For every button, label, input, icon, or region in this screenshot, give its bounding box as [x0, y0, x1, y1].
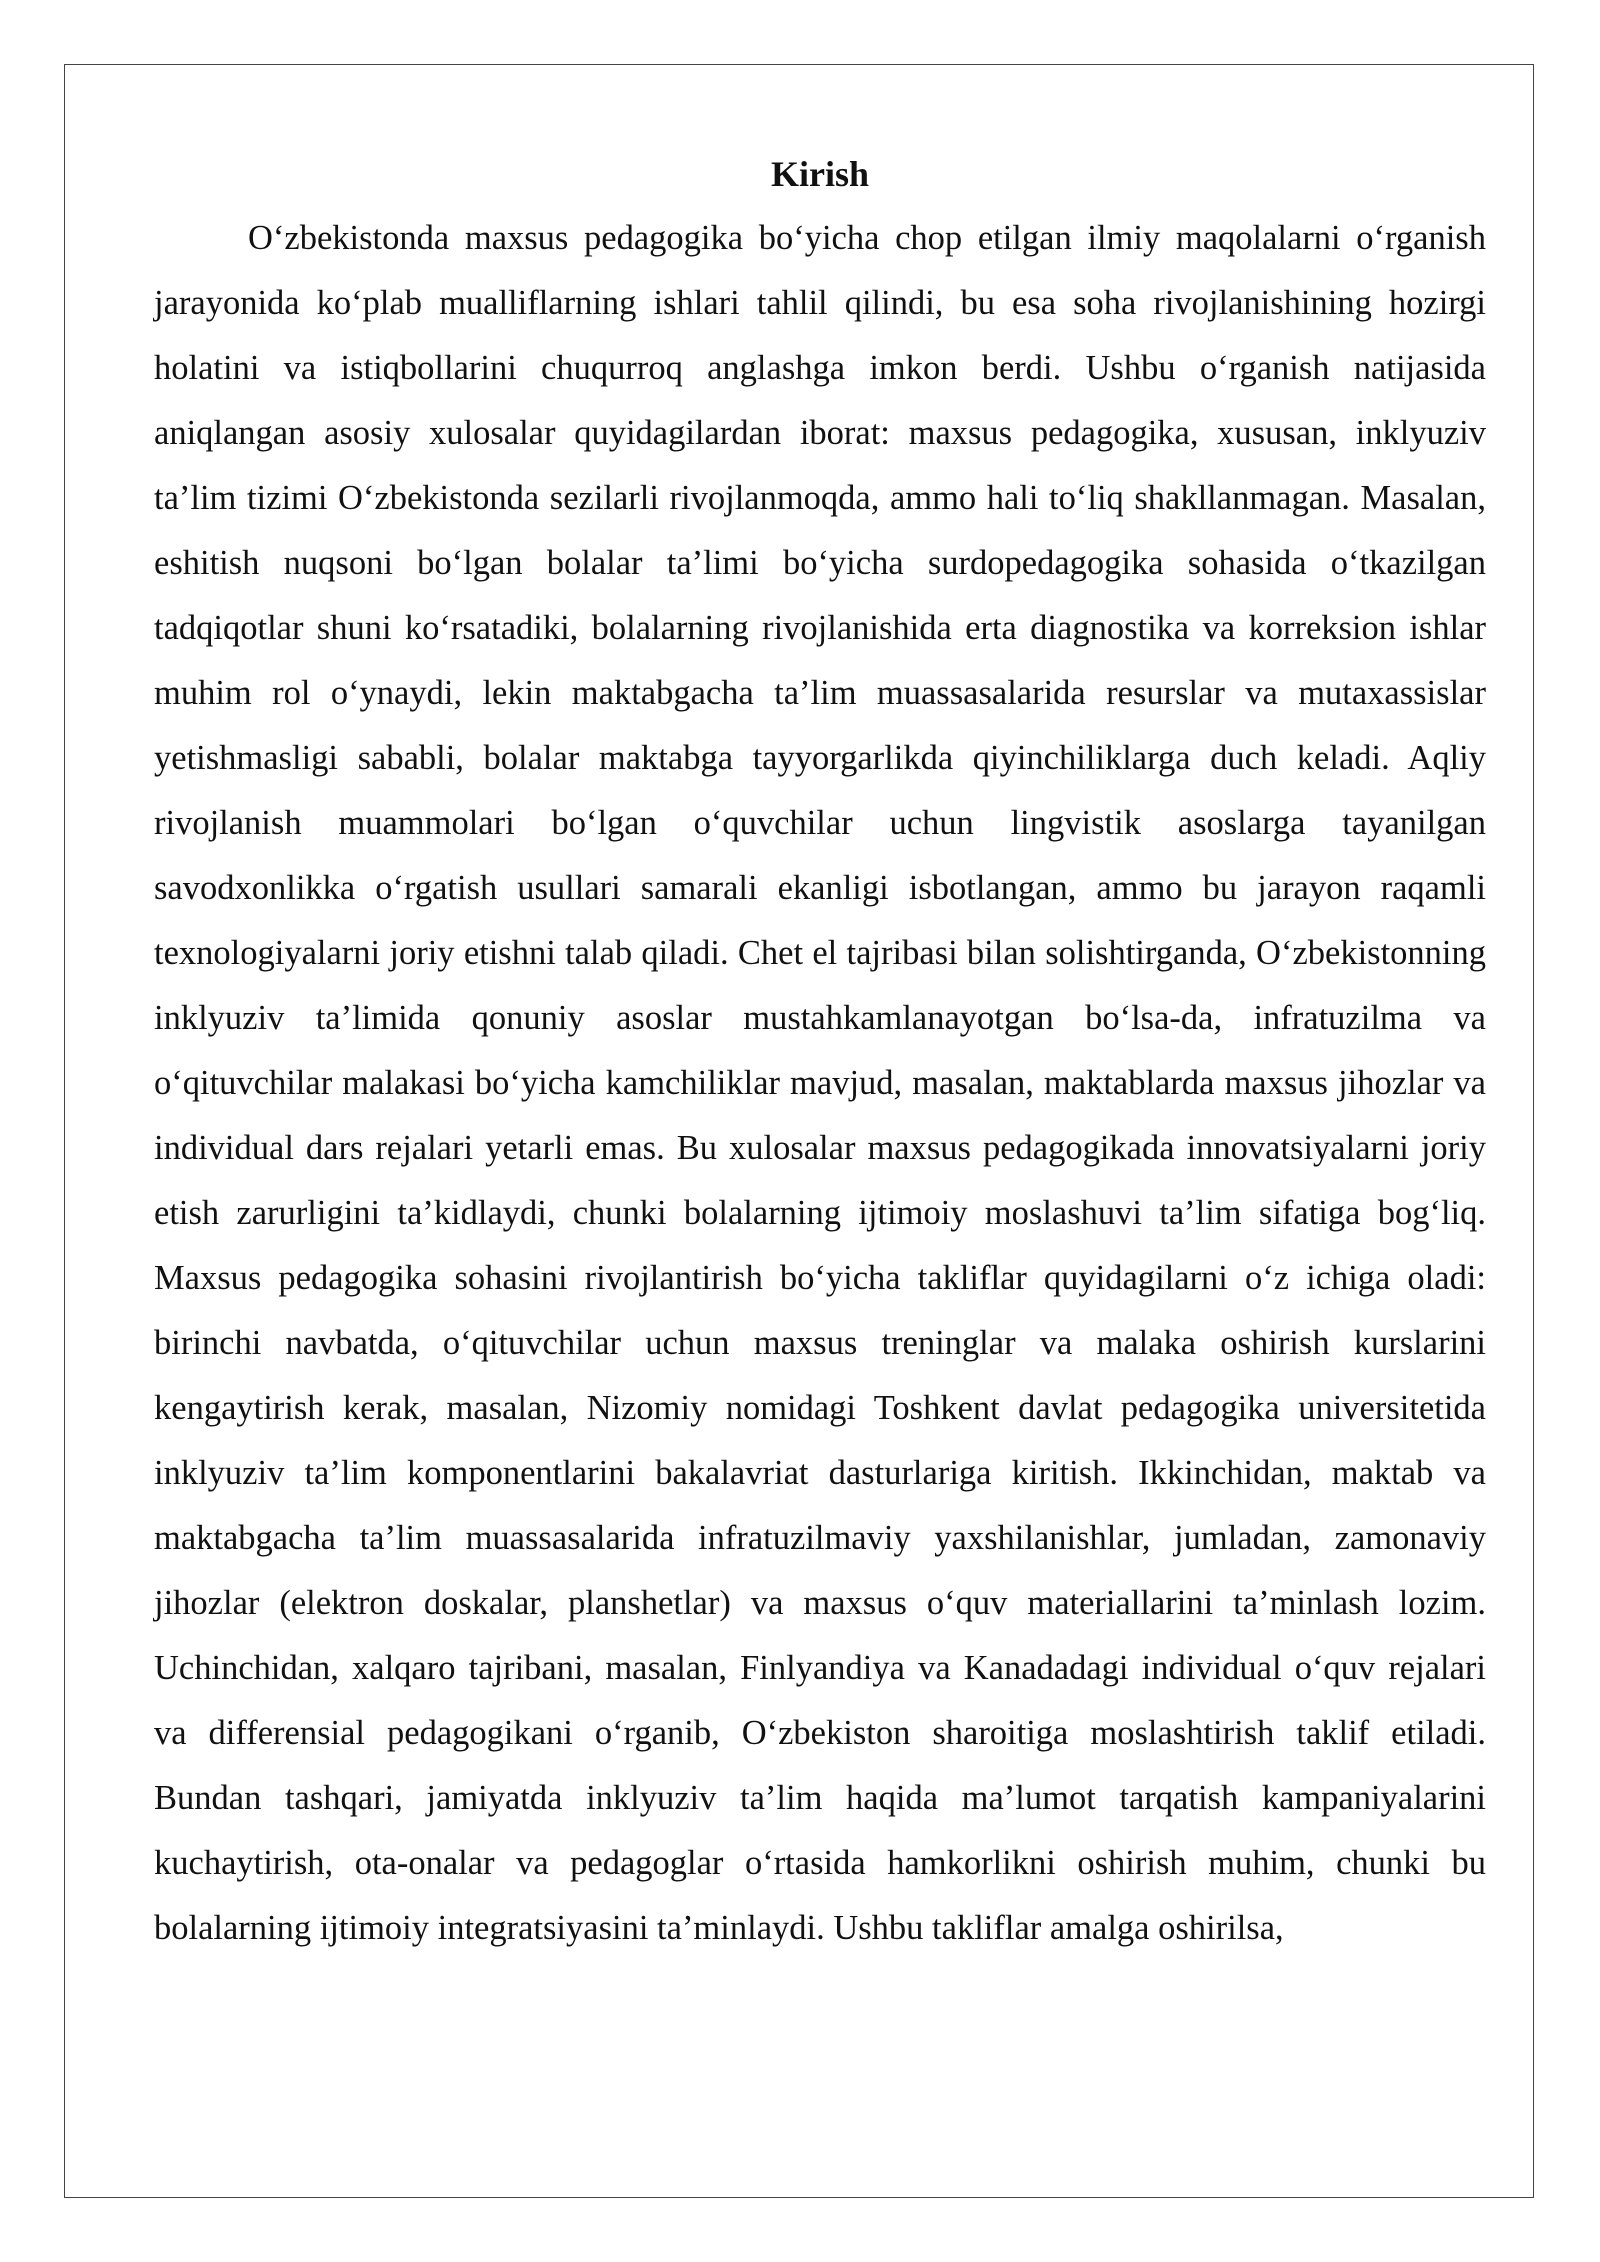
body-paragraph: O‘zbekistonda maxsus pedagogika bo‘yicha chop etilgan ilmiy maqolalarni o‘rganish jarayonida ko‘plab mualliflarning ishlari tahlil qilindi, bu esa soha rivojlanishining hozirgi holatini va istiqbollarini chuqurroq anglashga imkon berdi. Ushbu o‘rganish natijasida aniqlangan asosiy xulosalar quyidagilardan iborat: maxsus pedagogika, xususan, inklyuziv ta’lim tizimi O‘zbekistonda sezilarli rivojlanmoqda, ammo hali to‘liq shakllanmagan. Masalan, eshitish nuqsoni bo‘lgan bolalar ta’limi bo‘yicha surdopedagogika sohasida o‘tkazilgan tadqiqotlar shuni ko‘rsatadiki, bolalarning rivojlanishida erta diagnostika va korreksion ishlar muhim rol o‘ynaydi, lekin maktabgacha ta’lim muassasalarida resurslar va mutaxassislar yetishmasligi sababli, bolalar maktabga tayyorgarlikda qiyinchiliklarga duch keladi. Aqliy rivojlanish muammolari bo‘lgan o‘quvchilar uchun lingvistik asoslarga tayanilgan savodxonlikka o‘rgatish usullari samarali ekanligi isbotlangan, ammo bu jarayon raqamli texnologiyalarni joriy etishni talab qiladi. Chet el tajribasi bilan solishtirganda, O‘zbekistonning inklyuziv ta’limida qonuniy asoslar mustahkamlanayotgan bo‘lsa-da, infratuzilma va o‘qituvchilar malakasi bo‘yicha kamchiliklar mavjud, masalan, maktablarda maxsus jihozlar va individual dars rejalari yetarli emas. Bu xulosalar maxsus pedagogikada innovatsiyalarni joriy etish zarurligini ta’kidlaydi, chunki bolalarning ijtimoiy moslashuvi ta’lim sifatiga bog‘liq. Maxsus pedagogika sohasini rivojlantirish bo‘yicha takliflar quyidagilarni o‘z ichiga oladi: birinchi navbatda, o‘qituvchilar uchun maxsus treninglar va malaka oshirish kurslarini kengaytirish kerak, masalan, Nizomiy nomidagi Toshkent davlat pedagogika universitetida inklyuziv ta’lim komponentlarini bakalavriat dasturlariga kiritish. Ikkinchidan, maktab va maktabgacha ta’lim muassasalarida infratuzilmaviy yaxshilanishlar, jumladan, zamonaviy jihozlar (elektron doskalar, planshetlar) va maxsus o‘quv materiallarini ta’minlash lozim. Uchinchidan, xalqaro tajribani, masalan, Finlyandiya va Kanadadagi individual o‘quv rejalari va differensial pedagogikani o‘rganib, O‘zbekiston sharoitiga moslashtirish taklif etiladi. Bundan tashqari, jamiyatda inklyuziv ta’lim haqida ma’lumot tarqatish kampaniyalarini kuchaytirish, ota-onalar va pedagoglar o‘rtasida hamkorlikni oshirish muhim, chunki bu bolalarning ijtimoiy integratsiyasini ta’minlaydi. Ushbu takliflar amalga oshirilsa,	[154, 219, 1486, 1947]
section-title: Kirish	[770, 154, 869, 194]
